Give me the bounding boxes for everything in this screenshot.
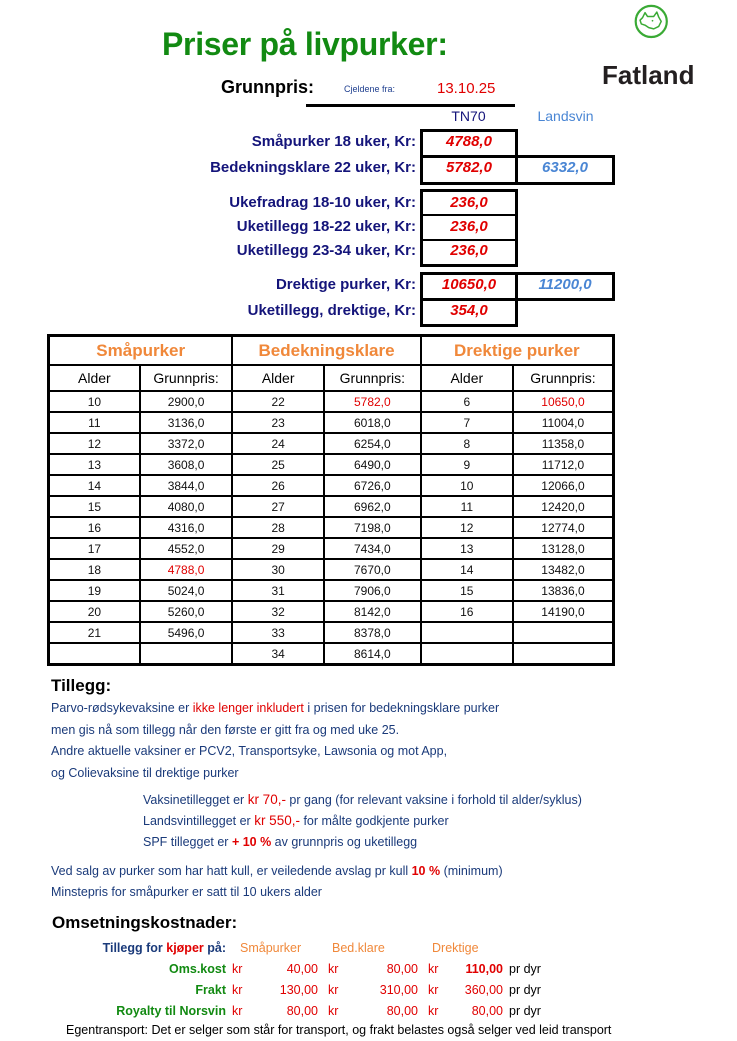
price-uketillegg-drektige-tn70: 354,0: [450, 302, 488, 319]
table-row: [49, 433, 614, 454]
price-bedekningsklare-landsvin: 6332,0: [542, 159, 588, 176]
oms-row-label: Oms.kost: [169, 961, 226, 976]
divider: [420, 155, 518, 158]
alder-cell: 28: [232, 517, 324, 538]
group-header-drektige: Drektige purker: [421, 336, 614, 366]
table-row: [49, 538, 614, 559]
price-drektige-landsvin: 11200,0: [538, 276, 592, 293]
oms-row-label: Royalty til Norsvin: [116, 1003, 226, 1018]
tillegg-heading: Tillegg:: [51, 676, 112, 695]
omsetning-heading: Omsetningskostnader:: [52, 913, 238, 932]
subheader-alder: Alder: [421, 365, 513, 391]
grunnpris-cell: 2900,0: [140, 391, 233, 412]
unit: pr dyr: [509, 982, 541, 997]
header-divider: [306, 104, 515, 107]
table-row: [49, 475, 614, 496]
text: for målte godkjente purker: [299, 814, 449, 828]
valid-from-label: Cjeldene fra:: [344, 84, 396, 94]
text: Parvo-rødsykevaksine er: [51, 701, 193, 715]
subheader-alder: Alder: [232, 365, 324, 391]
oms-value: 40,00: [286, 961, 318, 976]
omsetning-row-royalty: [100, 1000, 553, 1021]
price-label-smapurker: Småpurker 18 uker, Kr:: [251, 133, 416, 150]
grunnpris-cell: 13128,0: [513, 538, 614, 559]
grunnpris-cell: 4788,0: [140, 559, 233, 580]
tillegg-line-4: og Colievaksine til drektige purker: [51, 766, 239, 780]
grunnpris-cell: 12774,0: [513, 517, 614, 538]
alder-cell: 10: [421, 475, 513, 496]
price-smapurker-tn70: 4788,0: [446, 133, 492, 150]
fatland-logo-icon: [598, 4, 702, 60]
price-label-bedekningsklare: Bedekningsklare 22 uker, Kr:: [210, 159, 416, 176]
alder-cell: 11: [421, 496, 513, 517]
currency: kr: [428, 982, 439, 997]
alder-cell: 32: [232, 601, 324, 622]
omsetning-row-frakt: [100, 979, 553, 1000]
grunnpris-cell: 11712,0: [513, 454, 614, 475]
alder-cell: 15: [49, 496, 140, 517]
table-group-header-row: [49, 336, 614, 366]
group-header-smapurker: Småpurker: [49, 336, 233, 366]
price-label-uketillegg-18-22: Uketillegg 18-22 uker, Kr:: [236, 218, 416, 235]
grunnpris-cell: 12420,0: [513, 496, 614, 517]
table-row: [49, 517, 614, 538]
kull-avslag-line: [51, 864, 503, 878]
table-row: [49, 622, 614, 643]
highlight-text: kjøper: [166, 940, 204, 955]
alder-cell: 12: [421, 517, 513, 538]
alder-cell: 18: [49, 559, 140, 580]
alder-cell: 26: [232, 475, 324, 496]
price-table: [47, 334, 615, 666]
text: Vaksinetillegget er: [143, 793, 248, 807]
text: Ved salg av purker som har hatt kull, er veiledende avslag pr kull: [51, 864, 412, 878]
oms-value: 310,00: [379, 982, 418, 997]
subheader-grunnpris: Grunnpris:: [140, 365, 233, 391]
omsetning-table: [100, 937, 553, 1021]
grunnpris-cell: 8142,0: [324, 601, 421, 622]
text: (minimum): [440, 864, 503, 878]
table-row: [49, 601, 614, 622]
unit: pr dyr: [509, 961, 541, 976]
alder-cell: 14: [49, 475, 140, 496]
alder-cell: 6: [421, 391, 513, 412]
text: i prisen for bedekningsklare purker: [303, 701, 500, 715]
grunnpris-cell: 5782,0: [324, 391, 421, 412]
table-row: [49, 580, 614, 601]
grunnpris-cell: 3608,0: [140, 454, 233, 475]
alder-cell: [421, 643, 513, 665]
highlight-text: kr 550,-: [254, 813, 300, 828]
alder-cell: [421, 622, 513, 643]
text: SPF tillegget er: [143, 835, 232, 849]
price-label-drektige: Drektige purker, Kr:: [275, 276, 416, 293]
oms-value: 80,00: [286, 1003, 318, 1018]
alder-cell: 33: [232, 622, 324, 643]
valid-from-date: 13.10.25: [437, 80, 496, 97]
column-header-tn70: TN70: [451, 108, 486, 124]
alder-cell: 11: [49, 412, 140, 433]
currency: kr: [328, 1003, 339, 1018]
grunnpris-cell: 8614,0: [324, 643, 421, 665]
oms-value: 80,00: [471, 1003, 503, 1018]
tillegg-line-1: [51, 701, 499, 715]
grunnpris-cell: 6018,0: [324, 412, 421, 433]
alder-cell: 9: [421, 454, 513, 475]
table-row: [49, 391, 614, 412]
alder-cell: 27: [232, 496, 324, 517]
alder-cell: 34: [232, 643, 324, 665]
grunnpris-cell: [513, 643, 614, 665]
tillegg-line-3: Andre aktuelle vaksiner er PCV2, Transportsyke, Lawsonia og mot App,: [51, 744, 448, 758]
alder-cell: 7: [421, 412, 513, 433]
oms-col-bedklare: Bed.klare: [332, 940, 385, 955]
alder-cell: 19: [49, 580, 140, 601]
alder-cell: 16: [421, 601, 513, 622]
currency: kr: [232, 982, 243, 997]
divider: [420, 214, 518, 216]
oms-value: 110,00: [465, 961, 503, 976]
highlight-text: 10 %: [411, 864, 441, 878]
grunnpris-cell: 5496,0: [140, 622, 233, 643]
price-ukefradrag-tn70: 236,0: [450, 194, 488, 211]
alder-cell: 24: [232, 433, 324, 454]
minstepris-line: Minstepris for småpurker er satt til 10 ukers alder: [51, 885, 322, 899]
grunnpris-cell: 12066,0: [513, 475, 614, 496]
text: Landsvintillegget er: [143, 814, 255, 828]
currency: kr: [232, 961, 243, 976]
alder-cell: 31: [232, 580, 324, 601]
table-row: [49, 412, 614, 433]
subheader-alder: Alder: [49, 365, 140, 391]
vaksinetillegg-line: [143, 792, 582, 807]
grunnpris-cell: 3136,0: [140, 412, 233, 433]
alder-cell: [49, 643, 140, 665]
grunnpris-cell: 13836,0: [513, 580, 614, 601]
currency: kr: [232, 1003, 243, 1018]
alder-cell: 16: [49, 517, 140, 538]
currency: kr: [328, 982, 339, 997]
grunnpris-cell: 4552,0: [140, 538, 233, 559]
page-title: Priser på livpurker:: [162, 26, 448, 62]
alder-cell: 8: [421, 433, 513, 454]
alder-cell: 13: [421, 538, 513, 559]
tillegg-line-2: men gis nå som tillegg når den første er gitt fra og med uke 25.: [51, 723, 400, 737]
alder-cell: 20: [49, 601, 140, 622]
grunnpris-cell: 10650,0: [513, 391, 614, 412]
grunnpris-cell: 11004,0: [513, 412, 614, 433]
grunnpris-cell: 11358,0: [513, 433, 614, 454]
grunnpris-cell: 4316,0: [140, 517, 233, 538]
table-row: [49, 559, 614, 580]
group-header-bedekningsklare: Bedekningsklare: [232, 336, 420, 366]
alder-cell: 23: [232, 412, 324, 433]
alder-cell: 12: [49, 433, 140, 454]
price-label-uketillegg-23-34: Uketillegg 23-34 uker, Kr:: [236, 242, 416, 259]
text: av grunnpris og uketillegg: [271, 835, 418, 849]
highlight-text: + 10 %: [231, 835, 272, 849]
grunnpris-cell: 6254,0: [324, 433, 421, 454]
alder-cell: 30: [232, 559, 324, 580]
grunnpris-cell: 13482,0: [513, 559, 614, 580]
omsetning-header-row: [100, 937, 553, 958]
grunnpris-cell: 5260,0: [140, 601, 233, 622]
oms-row-label: Frakt: [195, 982, 226, 997]
alder-cell: 13: [49, 454, 140, 475]
grunnpris-cell: 4080,0: [140, 496, 233, 517]
tillegg-for-kjoper-label: [100, 937, 232, 958]
subheader-grunnpris: Grunnpris:: [324, 365, 421, 391]
highlight-text: kr 70,-: [247, 792, 286, 807]
text: pr gang (for relevant vaksine i forhold til alder/syklus): [285, 793, 582, 807]
oms-value: 130,00: [279, 982, 318, 997]
grunnpris-cell: 7670,0: [324, 559, 421, 580]
alder-cell: 17: [49, 538, 140, 559]
grunnpris-cell: 8378,0: [324, 622, 421, 643]
grunnpris-cell: 14190,0: [513, 601, 614, 622]
table-row: [49, 643, 614, 665]
grunnpris-cell: 7434,0: [324, 538, 421, 559]
alder-cell: 25: [232, 454, 324, 475]
table-subheader-row: [49, 365, 614, 391]
price-uketillegg-23-34-tn70: 236,0: [450, 242, 488, 259]
logo-text: Fatland: [602, 60, 695, 90]
grunnpris-cell: 3372,0: [140, 433, 233, 454]
grunnpris-cell: 5024,0: [140, 580, 233, 601]
subheader-grunnpris: Grunnpris:: [513, 365, 614, 391]
egentransport-note: Egentransport: Det er selger som står for transport, og frakt belastes også selger ved leid transport: [66, 1023, 612, 1037]
grunnpris-label: Grunnpris:: [221, 77, 314, 97]
text: Tillegg for: [102, 940, 167, 955]
price-drektige-tn70: 10650,0: [441, 276, 497, 293]
oms-col-smapurker: Småpurker: [240, 940, 302, 955]
landsvintillegg-line: [143, 813, 449, 828]
table-row: [49, 496, 614, 517]
alder-cell: 14: [421, 559, 513, 580]
omsetning-row-omskost: [100, 958, 553, 979]
oms-value: 80,00: [386, 961, 418, 976]
grunnpris-cell: 6490,0: [324, 454, 421, 475]
alder-cell: 10: [49, 391, 140, 412]
column-header-landsvin: Landsvin: [537, 108, 594, 124]
price-label-ukefradrag: Ukefradrag 18-10 uker, Kr:: [229, 194, 416, 211]
alder-cell: 21: [49, 622, 140, 643]
unit: pr dyr: [509, 1003, 541, 1018]
table-row: [49, 454, 614, 475]
grunnpris-cell: 6962,0: [324, 496, 421, 517]
oms-value: 80,00: [386, 1003, 418, 1018]
text: på:: [203, 940, 226, 955]
divider: [420, 298, 518, 301]
price-uketillegg-18-22-tn70: 236,0: [450, 218, 488, 235]
alder-cell: 15: [421, 580, 513, 601]
alder-cell: 29: [232, 538, 324, 559]
price-bedekningsklare-tn70: 5782,0: [446, 159, 492, 176]
grunnpris-cell: [140, 643, 233, 665]
currency: kr: [328, 961, 339, 976]
oms-value: 360,00: [464, 982, 503, 997]
spf-tillegg-line: [143, 835, 417, 849]
divider: [420, 239, 518, 241]
oms-col-drektige: Drektige: [432, 940, 479, 955]
grunnpris-cell: 6726,0: [324, 475, 421, 496]
grunnpris-cell: 3844,0: [140, 475, 233, 496]
highlight-text: ikke lenger inkludert: [192, 701, 304, 715]
grunnpris-cell: [513, 622, 614, 643]
currency: kr: [428, 961, 439, 976]
currency: kr: [428, 1003, 439, 1018]
grunnpris-cell: 7198,0: [324, 517, 421, 538]
grunnpris-cell: 7906,0: [324, 580, 421, 601]
alder-cell: 22: [232, 391, 324, 412]
price-label-uketillegg-drektige: Uketillegg, drektige, Kr:: [247, 302, 416, 319]
